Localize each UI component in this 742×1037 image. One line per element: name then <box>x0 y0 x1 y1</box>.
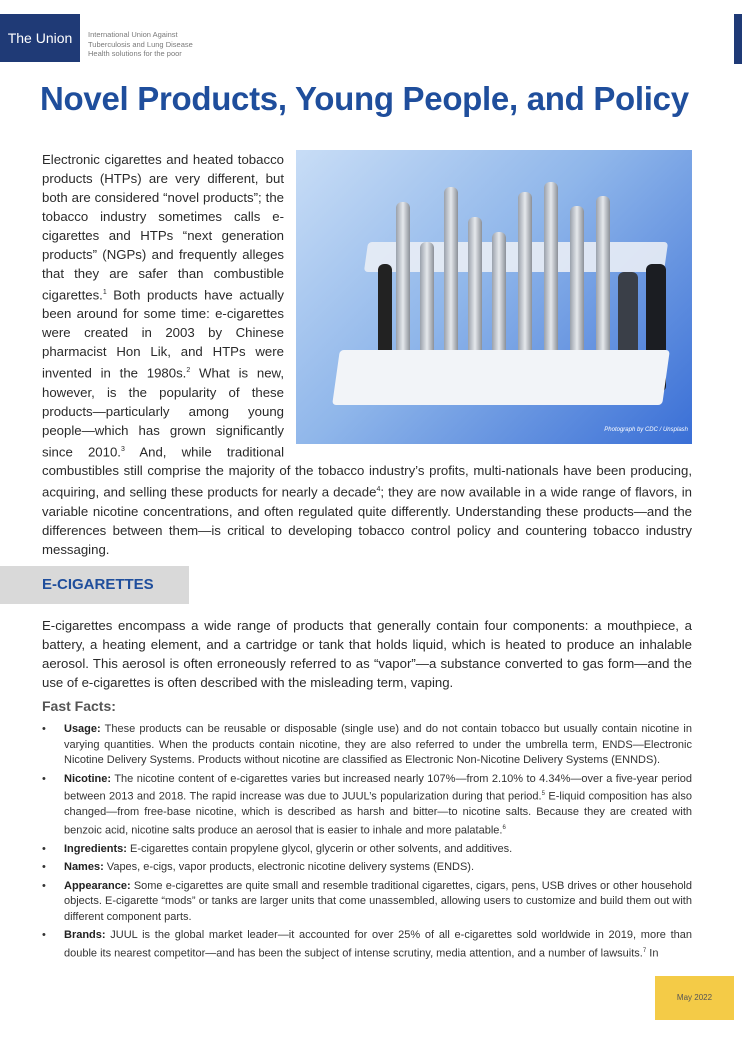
intro-text-3: What is new, however, is the popularity of these products—particularly among young people—which has grown significantly since 2010. <box>42 365 284 460</box>
fact-item-names <box>42 860 692 876</box>
bullet-icon: • <box>42 861 46 874</box>
fact-label: Ingredients: <box>64 842 127 855</box>
fact-text-tail: In <box>646 947 659 960</box>
fast-facts-heading: Fast Facts: <box>42 698 116 714</box>
fact-text: These products can be reusable or disposable (single use) and do not contain tobacco but usually contain nicotine in varying quantities. When the products contain nicotine, they are also referred to under the umbrella term, ENDS—Electronic Nicotine Delivery Systems. Products without nicotine are classified as Electronic Non-Nicotine Delivery Systems (ENNDS). <box>64 723 692 766</box>
footnote-ref: 1 <box>102 289 107 296</box>
fact-text: The nicotine content of e-cigarettes varies but increased nearly 107%—from 2.10% to 4.34%—over a five-year period between 2013 and 2018. The rapid increase was due to JUUL’s popularization during that period. <box>64 772 692 803</box>
footnote-ref: 5 <box>541 791 545 797</box>
bullet-icon: • <box>42 772 46 785</box>
e-cigarettes-paragraph: E-cigarettes encompass a wide range of products that generally contain four components: a mouthpiece, a battery, a heating element, and a cartridge or tank that holds liquid, which is heated to produce an inhalable aerosol. This aerosol is often erroneously referred to as “vapor”—a substance converted to gas form—and the use of e-cigarettes is often described with the misleading term, vaping. <box>42 618 692 690</box>
footnote-ref: 4 <box>376 486 381 494</box>
fact-item-nicotine <box>42 772 692 839</box>
date-badge: May 2022 <box>655 976 734 1020</box>
fact-label: Usage: <box>64 723 101 735</box>
fact-item-brands <box>42 928 692 962</box>
page-title: Novel Products, Young People, and Policy <box>40 80 689 117</box>
fact-label: Names: <box>64 861 104 874</box>
fast-facts-list <box>42 722 692 965</box>
bullet-icon: • <box>42 723 46 735</box>
fact-item-usage <box>42 722 692 769</box>
photo-credit: Photograph by CDC / Unsplash <box>604 427 688 433</box>
rack-front <box>332 350 670 405</box>
intro-text-4: And, while traditional combustibles still comprise the majority of the tobacco industry’s profits, multi-nationals have been producing, acquiring, and selling these products for nearly a decade <box>42 444 692 500</box>
intro-text-1: Electronic cigarettes and heated tobacco products (HTPs) are very different, but both are considered “novel products”; the tobacco industry sometimes calls e-cigarettes and HTPs “next generation products” (NGPs) and frequently alleges that they are safer than combustible cigarettes. <box>42 152 284 303</box>
fact-label: Brands: <box>64 929 106 942</box>
organization-name <box>88 30 193 59</box>
footnote-ref: 6 <box>502 824 506 831</box>
bullet-icon: • <box>42 929 46 942</box>
fact-label: Nicotine: <box>64 772 112 785</box>
fact-text: E-cigarettes contain propylene glycol, glycerin or other solvents, and additives. <box>126 842 513 855</box>
section-title: E-CIGARETTES <box>42 576 154 593</box>
bullet-icon: • <box>42 842 46 855</box>
fact-text: Vapes, e-cigs, vapor products, electronic nicotine delivery systems (ENDS). <box>103 861 475 874</box>
header-accent-bar <box>734 14 742 64</box>
fact-item-ingredients <box>42 842 692 858</box>
footnote-ref: 2 <box>186 367 191 375</box>
footnote-ref: 3 <box>120 445 125 453</box>
fact-item-appearance <box>42 879 692 926</box>
intro-text-5: ; they are now available in a wide range of flavors, in variable nicotine concentrations, and often regulated quite differently. Understanding these products—and the differences between them—is critical to developing tobacco control policy and countering tobacco industry messaging. <box>42 484 692 557</box>
union-logo: The Union <box>0 14 80 62</box>
fact-text: JUUL is the global market leader—it accounted for over 25% of all e-cigarettes sold worldwide in 2019, more than double its nearest competitor—and has been the subject of intense scrutiny, media attention, and a number of lawsuits. <box>64 929 692 960</box>
bullet-icon: • <box>42 879 46 892</box>
e-cigarette-photo <box>296 150 692 444</box>
org-line-1: International Union Against <box>88 30 178 39</box>
fact-text: Some e-cigarettes are quite small and resemble traditional cigarettes, cigars, pens, USB drives or other household objects. E-cigarette “mods” or tanks are larger units that come unassembled, allowing users to customize and build them out with different component parts. <box>64 879 692 923</box>
fact-text-tail: E-liquid composition has also changed—from free-base nicotine, which is described as harsh and bitter—to nicotine salts. Because they are created with benzoic acid, nicotine salts produce an aerosol that is easier to inhale and more palatable. <box>64 790 692 837</box>
org-line-2: Tuberculosis and Lung Disease <box>88 39 193 49</box>
intro-paragraph <box>42 150 692 559</box>
org-tagline: Health solutions for the poor <box>88 49 182 58</box>
intro-text-2: Both products have actually been around for some time: e-cigarettes were created in 2003 by Chinese pharmacist Hon Lik, and HTPs were invented in the 1980s. <box>42 287 284 381</box>
fact-label: Appearance: <box>64 879 131 892</box>
footnote-ref: 7 <box>642 947 647 954</box>
